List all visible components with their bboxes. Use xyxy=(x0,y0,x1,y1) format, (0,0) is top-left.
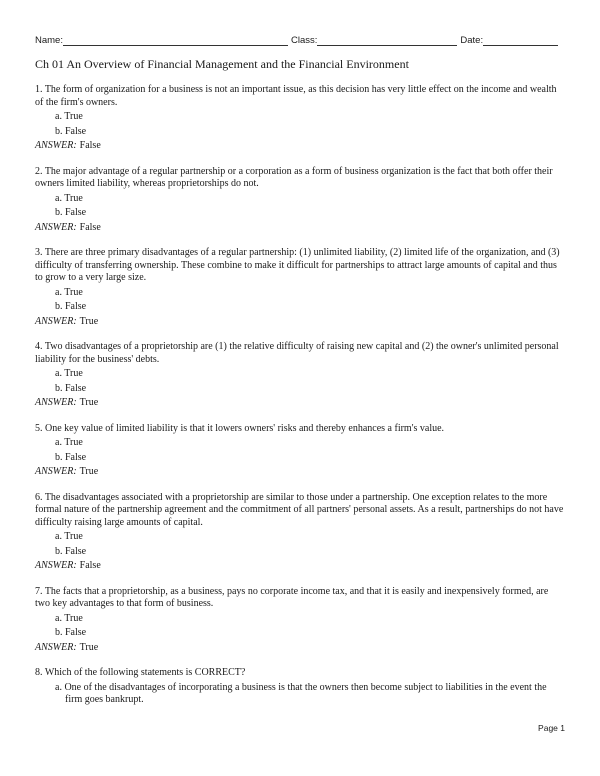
answer-label: ANSWER: xyxy=(35,641,77,653)
answer-option[interactable]: b. False xyxy=(55,301,87,312)
name-label: Name: xyxy=(35,35,63,46)
answer-value: True xyxy=(79,466,99,477)
answer-label: ANSWER: xyxy=(35,140,77,151)
answer-line xyxy=(35,466,565,479)
student-info-header xyxy=(35,30,565,46)
question-stem: 5. One key value of limited liability is that it lowers owners' risks and thereby enhances a firm's value. xyxy=(35,422,445,434)
question-item xyxy=(35,247,565,328)
answer-label: ANSWER: xyxy=(35,560,77,571)
answer-option[interactable]: b. False xyxy=(55,382,87,394)
answer-line xyxy=(35,560,565,573)
answer-option[interactable]: a. True xyxy=(55,368,83,379)
answer-option[interactable]: a. True xyxy=(55,192,83,204)
question-item xyxy=(35,166,565,235)
answer-value: True xyxy=(79,397,99,408)
answer-option[interactable]: a. One of the disadvantages of incorporating a business is that the owners then become subject to liabilities in the event the firm goes bankrupt. xyxy=(55,681,547,705)
answer-value: False xyxy=(79,560,101,571)
page-number: Page 1 xyxy=(538,723,565,733)
answer-label: ANSWER: xyxy=(35,315,77,327)
question-item xyxy=(35,667,565,707)
answer-line xyxy=(35,140,565,153)
class-group xyxy=(291,34,457,46)
date-field-line[interactable] xyxy=(483,34,558,46)
answer-line xyxy=(35,642,565,655)
name-group xyxy=(35,34,288,46)
question-stem: 8. Which of the following statements is CORRECT? xyxy=(35,667,246,678)
date-group xyxy=(460,34,558,46)
answer-value: False xyxy=(79,140,101,151)
answer-option[interactable]: a. True xyxy=(55,612,83,624)
answer-option[interactable]: b. False xyxy=(55,627,87,638)
answer-value: True xyxy=(79,641,99,653)
answer-line xyxy=(35,316,565,329)
question-item xyxy=(35,341,565,410)
answer-label: ANSWER: xyxy=(35,466,77,477)
chapter-title: Ch 01 An Overview of Financial Management and the Financial Environment xyxy=(35,57,409,71)
question-item xyxy=(35,423,565,479)
answer-option[interactable]: a. True xyxy=(55,437,83,448)
answer-option[interactable]: a. True xyxy=(55,286,83,298)
answer-value: True xyxy=(79,315,99,327)
question-stem: 6. The disadvantages associated with a proprietorship are similar to those under a partnership. One exception relates to the more formal nature of the partnership agreement and the commitment of all partners' personal assets. As a result, partnerships do not have difficulty raising large amounts of capital. xyxy=(35,491,564,528)
date-label: Date: xyxy=(460,35,484,46)
name-field-line[interactable] xyxy=(63,34,288,46)
question-item xyxy=(35,586,565,655)
answer-label: ANSWER: xyxy=(35,397,77,408)
question-list xyxy=(35,84,565,707)
question-stem: 2. The major advantage of a regular partnership or a corporation as a form of business organization is the fact that both offer their owners limited liability, whereas proprietorships do not. xyxy=(35,165,553,189)
question-stem: 7. The facts that a proprietorship, as a business, pays no corporate income tax, and that it is easily and inexpensively formed, are two key advantages to that form of business. xyxy=(35,585,549,609)
answer-option[interactable]: a. True xyxy=(55,111,83,122)
question-stem: 3. There are three primary disadvantages of a regular partnership: (1) unlimited liability, (2) limited life of the organization, and (3) difficulty of transferring ownership. These combine to make it difficult for partnerships to attract large amounts of capital and thus to grow to a very large size. xyxy=(35,247,560,283)
answer-option[interactable]: b. False xyxy=(55,545,87,557)
answer-option[interactable]: b. False xyxy=(55,125,87,137)
question-item xyxy=(35,84,565,153)
class-field-line[interactable] xyxy=(317,34,457,46)
answer-value: False xyxy=(79,221,101,233)
class-label: Class: xyxy=(290,35,318,46)
answer-line xyxy=(35,222,565,235)
answer-option[interactable]: a. True xyxy=(55,531,83,542)
answer-line xyxy=(35,397,565,410)
question-stem: 1. The form of organization for a business is not an important issue, as this decision has very little effect on the income and wealth of the firm's owners. xyxy=(35,84,557,108)
answer-label: ANSWER: xyxy=(35,221,77,233)
question-stem: 4. Two disadvantages of a proprietorship are (1) the relative difficulty of raising new capital and (2) the owner's unlimited personal liability for the business' debts. xyxy=(35,341,559,365)
question-item xyxy=(35,492,565,573)
answer-option[interactable]: b. False xyxy=(55,207,87,218)
answer-option[interactable]: b. False xyxy=(55,451,87,463)
